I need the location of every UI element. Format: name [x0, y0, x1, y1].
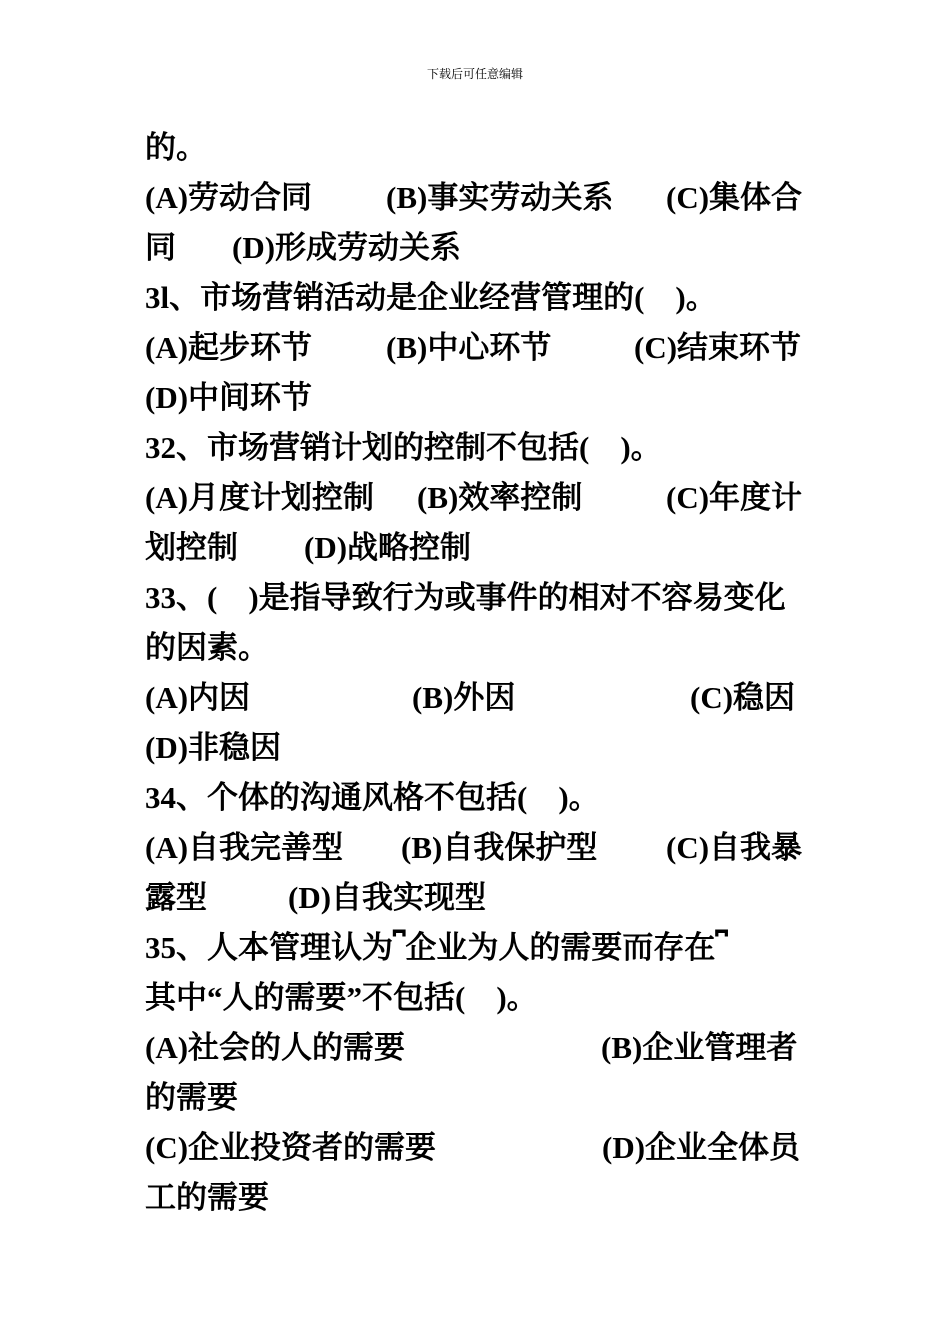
options-line [145, 478, 806, 518]
question-text: 其中“人的需要”不包括( )。 [145, 980, 538, 1015]
option-c: (C)企业投资者的需要 [145, 1130, 437, 1165]
fragment-text: 的。 [145, 130, 207, 165]
question-31-stem [145, 278, 806, 318]
question-33-stem-cont [145, 628, 806, 668]
option-b: (B)效率控制 [417, 480, 583, 515]
question-text: 3l、市场营销活动是企业经营管理的( )。 [145, 280, 717, 315]
option-b: (B)自我保护型 [401, 830, 598, 865]
page-header: 下载后可任意编辑 [426, 67, 523, 81]
question-text: 33、( )是指导致行为或事件的相对不容易变化 [145, 580, 786, 615]
option-c-continued: 划控制 [145, 530, 238, 565]
option-d: (D)企业全体员 [602, 1130, 801, 1165]
option-c: (C)年度计 [666, 480, 803, 515]
options-line [145, 1128, 806, 1168]
option-a: (A)内因 [145, 680, 251, 715]
option-c-continued: 露型 [145, 880, 207, 915]
question-text: 的因素。 [145, 630, 269, 665]
option-b-continued: 的需要 [145, 1080, 238, 1115]
option-c: (C)结束环节 [634, 330, 802, 365]
option-a: (A)社会的人的需要 [145, 1030, 406, 1065]
option-d: (D)形成劳动关系 [232, 230, 462, 265]
option-b: (B)中心环节 [386, 330, 552, 365]
option-c-continued: 同 [145, 230, 176, 265]
option-a: (A)自我完善型 [145, 830, 344, 865]
option-b: (B)企业管理者 [601, 1030, 798, 1065]
option-c: (C)稳因 [690, 680, 796, 715]
options-line [145, 878, 806, 918]
options-line [145, 228, 806, 268]
option-a: (A)月度计划控制 [145, 480, 375, 515]
question-text: 34、个体的沟通风格不包括( )。 [145, 780, 600, 815]
option-d: (D)非稳因 [145, 730, 282, 765]
options-line [145, 1028, 806, 1068]
options-line [145, 378, 806, 418]
option-c: (C)集体合 [666, 180, 803, 215]
option-d: (D)中间环节 [145, 380, 313, 415]
option-d: (D)自我实现型 [288, 880, 487, 915]
placeholder-mark: ⎴ [715, 930, 728, 966]
question-32-stem [145, 428, 806, 468]
options-line [145, 828, 806, 868]
question-text: 企业为人的需要而存在 [405, 930, 716, 965]
text-line [145, 128, 806, 168]
question-35-stem [145, 928, 806, 968]
options-line [145, 1178, 806, 1218]
options-line [145, 1078, 806, 1118]
options-line [145, 178, 806, 218]
question-text: 32、市场营销计划的控制不包括( )。 [145, 430, 662, 465]
option-a: (A)起步环节 [145, 330, 313, 365]
option-d: (D)战略控制 [304, 530, 472, 565]
option-c: (C)自我暴 [666, 830, 803, 865]
option-b: (B)事实劳动关系 [386, 180, 614, 215]
options-line [145, 528, 806, 568]
option-b: (B)外因 [412, 680, 516, 715]
question-35-stem-cont [145, 978, 806, 1018]
option-d-continued: 工的需要 [145, 1180, 269, 1215]
options-line [145, 728, 806, 768]
question-text: 35、人本管理认为 [145, 930, 393, 965]
placeholder-mark: ⎴ [393, 930, 406, 966]
question-34-stem [145, 778, 806, 818]
option-a: (A)劳动合同 [145, 180, 313, 215]
question-33-stem [145, 578, 806, 618]
options-line [145, 678, 806, 718]
options-line [145, 328, 806, 368]
